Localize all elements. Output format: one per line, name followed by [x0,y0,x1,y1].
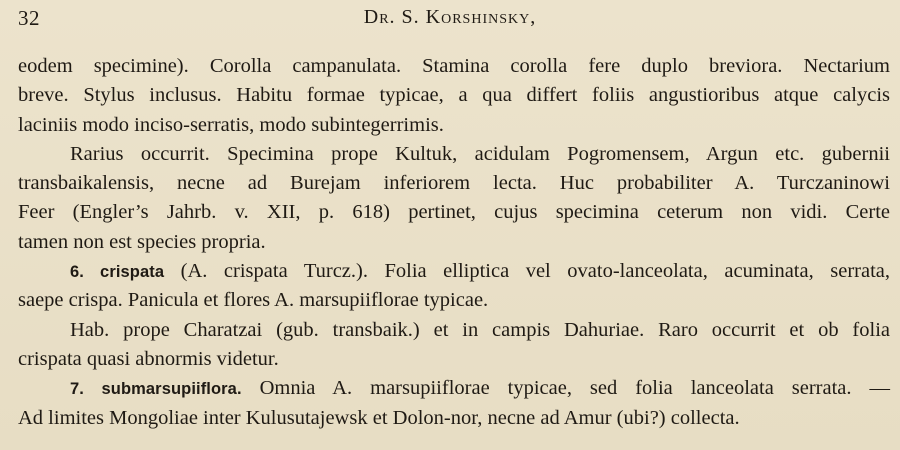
species-description-submarsupiiflora: Omnia A. marsupiiflorae typicae, sed folia lanceolata serrata. — [241,377,890,400]
text-line-2: breve. Stylus inclusus. Habitu formae typicae, a qua differt foliis angustioribus atque calycis [18,84,890,107]
text-line-5: transbaikalensis, necne ad Burejam inferiorem lecta. Huc probabiliter A. Turczaninowi [18,172,890,195]
text-line-9: saepe crispa. Panicula et flores A. marsupiiflorae typicae. [18,289,489,312]
species-label-crispata: 6. crispata [70,263,165,282]
page-number: 32 [18,6,40,30]
text-line-8 [18,257,890,286]
running-head: Dr. S. Korshinsky, [363,6,537,28]
text-line-3: laciniis modo inciso-serratis, modo subintegerrimis. [18,113,444,136]
text-line-10: Hab. prope Charatzai (gub. transbaik.) et in campis Dahuriae. Raro occurrit et ob folia [70,318,890,341]
text-line-1: eodem specimine). Corolla campanulata. Stamina corolla fere duplo breviora. Nectarium [18,55,890,77]
species-label-submarsupiiflora: 7. submarsupiiflora. [70,380,242,399]
text-line-4: Rarius occurrit. Specimina prope Kultuk, acidulam Pogromensem, Argun etc. gubernii [70,142,890,165]
text-line-11: crispata quasi abnormis videtur. [18,347,279,370]
text-line-6: Feer (Engler’s Jahrb. v. XII, p. 618) pertinet, cujus specimina ceterum non vidi. Certe [18,201,890,224]
body-text [18,52,890,433]
text-line-12 [18,374,890,403]
text-line-13: Ad limites Mongoliae inter Kulusutajewsk et Dolon-nor, necne ad Amur (ubi?) collecta. [18,406,740,429]
species-description-crispata: (A. crispata Turcz.). Folia elliptica vel ovato-lanceolata, acuminata, serrata, [164,260,890,283]
page-header [18,6,882,34]
text-line-7: tamen non est species propria. [18,230,266,253]
